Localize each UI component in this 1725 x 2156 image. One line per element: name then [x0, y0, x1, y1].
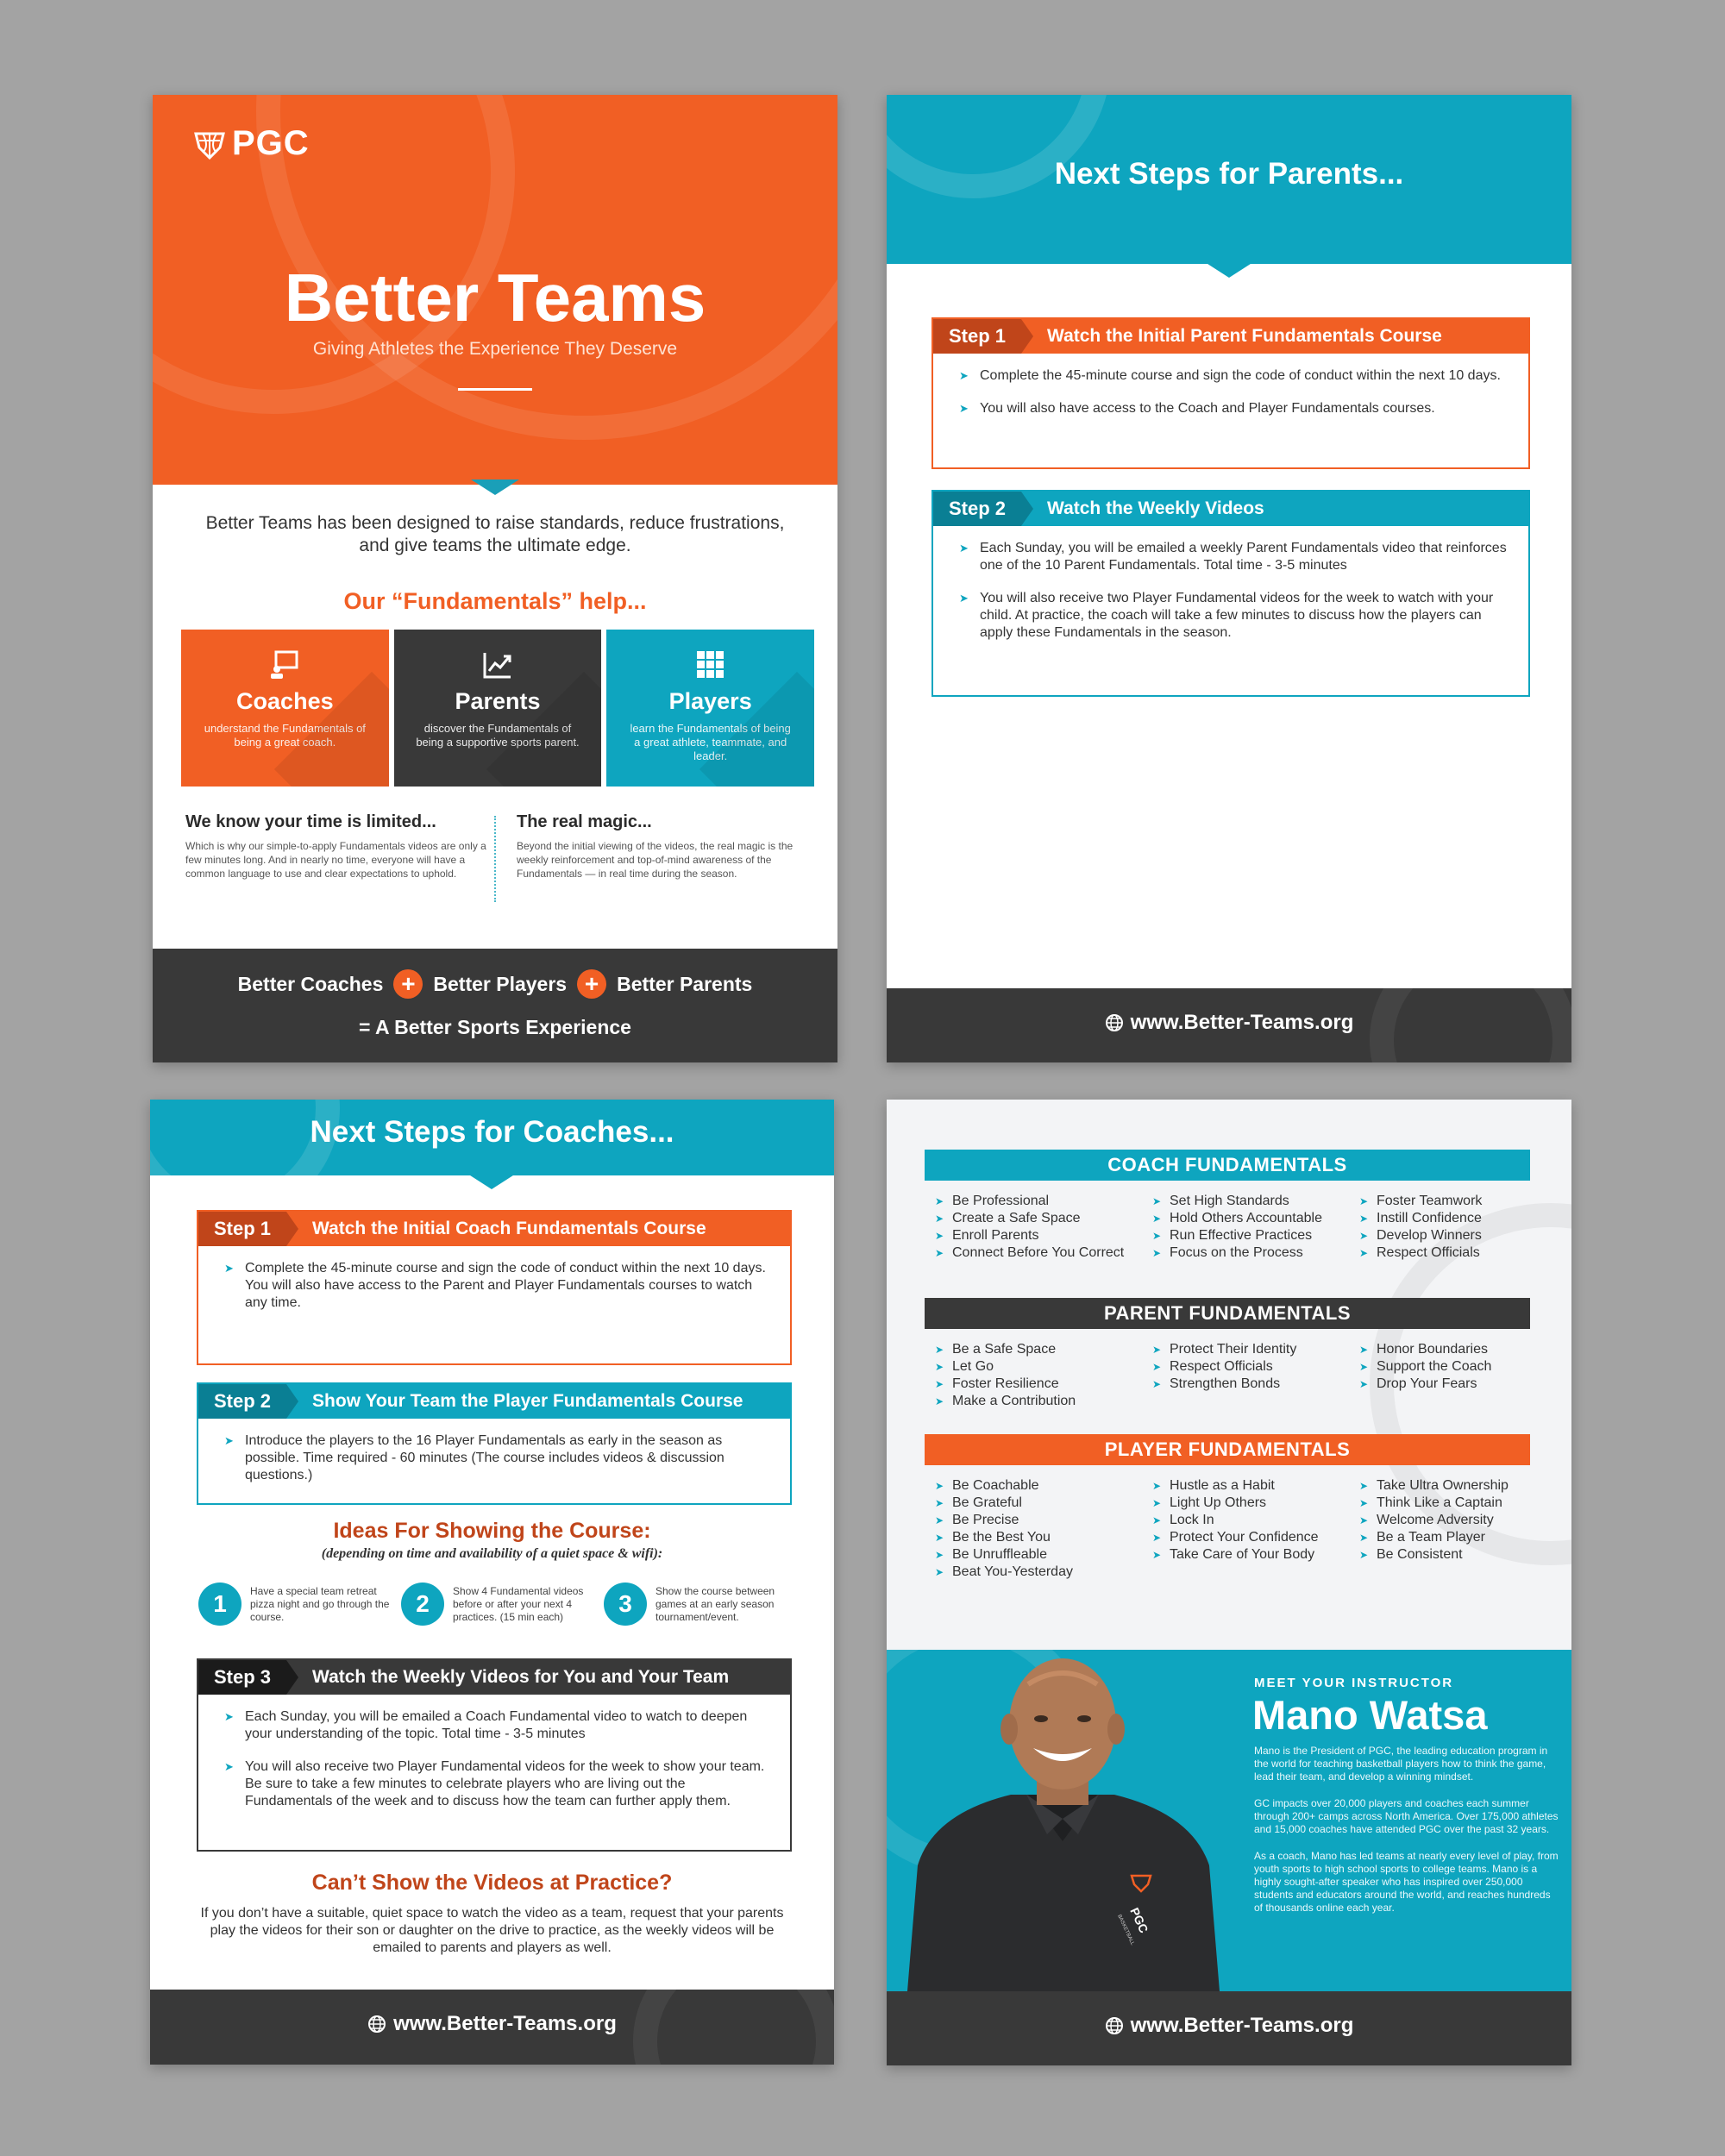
card-players	[606, 630, 814, 787]
notch-arrow	[471, 479, 519, 495]
ideas-list	[198, 1583, 802, 1626]
idea-number: 2	[401, 1583, 444, 1626]
list-item: ➤ Hold Others Accountable	[1152, 1210, 1359, 1227]
list-item: ➤ Hustle as a Habit	[1152, 1477, 1359, 1495]
step-list	[933, 354, 1528, 417]
list-item: ➤ Light Up Others	[1152, 1495, 1359, 1512]
player-fundamentals-heading: PLAYER FUNDAMENTALS	[925, 1434, 1530, 1465]
globe-icon	[367, 2015, 386, 2034]
website-url: www.Better-Teams.org	[393, 2012, 617, 2035]
parent-step-2	[932, 490, 1530, 697]
list-item: ➤ Create a Safe Space	[935, 1210, 1152, 1227]
list-item: ➤ Instill Confidence	[1359, 1210, 1549, 1227]
step-list	[198, 1695, 790, 1810]
cant-show-text: If you don’t have a suitable, quiet space to watch the video as a team, request that your parents play the videos for their son or daughter on the drive to practice, as the weekly videos will be emailed to parents and players as well.	[200, 1906, 784, 1955]
step-tag: Step 1	[198, 1212, 286, 1246]
list-item: ➤ Beat You-Yesterday	[935, 1564, 1152, 1581]
logo-text: PGC	[232, 124, 310, 162]
pgc-logo	[192, 124, 310, 163]
parent-fundamentals-list	[935, 1341, 1556, 1410]
list-item: ➤ Strengthen Bonds	[1152, 1376, 1359, 1393]
instructor-photo	[899, 1650, 1226, 1991]
step-title: Watch the Weekly Videos	[1047, 498, 1264, 518]
notch-arrow	[1205, 262, 1253, 278]
idea-item	[401, 1583, 599, 1626]
list-item: ➤ Welcome Adversity	[1359, 1512, 1549, 1529]
fundamentals-column	[1152, 1193, 1359, 1262]
list-item: ➤ Think Like a Captain	[1359, 1495, 1549, 1512]
step-list	[933, 526, 1528, 642]
plus-icon: +	[393, 969, 423, 999]
equation-term: Better Parents	[617, 972, 753, 995]
list-item: ➤ Be Grateful	[935, 1495, 1152, 1512]
header-band	[150, 1100, 834, 1175]
footer-bar	[150, 1990, 834, 2065]
step-header	[933, 319, 1528, 354]
grid-icon	[696, 650, 725, 680]
column-text: Beyond the initial viewing of the videos, the real magic is the weekly reinforcement and top-of-mind awareness of the Fundamentals — in real time during the season.	[517, 840, 794, 880]
website-url: www.Better-Teams.org	[1130, 1011, 1354, 1034]
step-list	[198, 1419, 790, 1484]
fundamentals-column	[1359, 1193, 1549, 1262]
fundamentals-column	[1359, 1341, 1549, 1410]
fundamentals-help-heading: Our “Fundamentals” help...	[343, 588, 647, 614]
brochure-cover-page	[153, 95, 837, 1062]
list-item: ➤ Let Go	[935, 1358, 1152, 1376]
chart-icon	[482, 650, 513, 680]
plus-icon: +	[577, 969, 606, 999]
card-description: discover the Fundamentals of being a supportive sports parent.	[416, 722, 580, 749]
list-item: ➤ Each Sunday, you will be emailed a Coach Fundamental video to watch to deepen your understanding of the topic. Total time - 3-5 minutes	[224, 1708, 773, 1743]
idea-text: Show the course between games at an early season tournament/event.	[656, 1584, 775, 1623]
fundamentals-column	[935, 1193, 1152, 1262]
page-subtitle: Giving Athletes the Experience They Deserve	[312, 339, 678, 359]
fundamentals-column	[1152, 1477, 1359, 1581]
cant-show-heading: Can’t Show the Videos at Practice?	[311, 1871, 673, 1895]
fundamentals-instructor-page	[887, 1100, 1571, 2065]
shirt-logo-subtext: BASKETBALL	[1116, 1914, 1135, 1946]
equation-result: = A Better Sports Experience	[359, 1016, 631, 1038]
list-item: ➤ Be a Team Player	[1359, 1529, 1549, 1546]
idea-number: 1	[198, 1583, 242, 1626]
hero-banner	[153, 95, 837, 485]
list-item: ➤ Set High Standards	[1152, 1193, 1359, 1210]
list-item: ➤ Lock In	[1152, 1512, 1359, 1529]
coach-fundamentals-list	[935, 1193, 1556, 1262]
bio-paragraph: As a coach, Mano has led teams at nearly every level of play, from youth sports to high school sports to college teams. Mano is a highly sought-after speaker who has inspired over 250,000 students and educators around the world, and reaches hundreds of thousands online each year.	[1254, 1850, 1559, 1914]
column-divider	[494, 816, 496, 902]
card-parents	[394, 630, 602, 787]
instructor-name: Mano Watsa	[1252, 1692, 1488, 1738]
card-title: Parents	[455, 688, 541, 714]
website-url: www.Better-Teams.org	[1130, 2014, 1354, 2037]
coaches-next-steps-page	[150, 1100, 834, 2065]
idea-item	[604, 1583, 802, 1626]
step-header	[933, 492, 1528, 526]
title-divider	[458, 388, 532, 391]
list-item: ➤ Honor Boundaries	[1359, 1341, 1549, 1358]
notch-arrow	[467, 1174, 516, 1189]
step-title: Watch the Initial Parent Fundamentals Course	[1047, 326, 1442, 346]
list-item: ➤ Develop Winners	[1359, 1227, 1549, 1244]
step-header	[198, 1212, 790, 1246]
equation-term: Better Players	[433, 972, 568, 995]
list-item: ➤ Be a Safe Space	[935, 1341, 1152, 1358]
instructor-bio	[1254, 1745, 1561, 1928]
basketball-icon	[192, 127, 227, 161]
step-list	[198, 1246, 790, 1312]
list-item: ➤ Take Ultra Ownership	[1359, 1477, 1549, 1495]
bio-paragraph: Mano is the President of PGC, the leading education program in the world for teaching basketball players how to think the game, lead their team, and develop a winning mindset.	[1254, 1745, 1548, 1783]
step-header	[198, 1660, 790, 1695]
footer-bar	[887, 988, 1571, 1062]
list-item: ➤ Each Sunday, you will be emailed a weekly Parent Fundamentals video that reinforces one of the 10 Parent Fundamentals. Total time - 3-5 minutes	[959, 540, 1511, 574]
ideas-heading: Ideas For Showing the Course:	[333, 1519, 651, 1543]
list-item: ➤ Complete the 45-minute course and sign the code of conduct within the next 10 days. You will also have access to the Parent and Player Fundamentals courses to watch any time.	[224, 1260, 773, 1312]
equation-row	[153, 969, 837, 999]
list-item: ➤ Enroll Parents	[935, 1227, 1152, 1244]
list-item: ➤ Respect Officials	[1359, 1244, 1549, 1262]
step-tag: Step 1	[933, 319, 1021, 354]
page-title: Next Steps for Coaches...	[310, 1115, 674, 1149]
globe-icon	[1105, 1013, 1124, 1032]
step-header	[198, 1384, 790, 1419]
card-title: Coaches	[236, 688, 334, 714]
list-item: ➤ Protect Your Confidence	[1152, 1529, 1359, 1546]
step-title: Watch the Weekly Videos for You and Your Team	[312, 1667, 730, 1687]
player-fundamentals-list	[935, 1477, 1556, 1581]
list-item: ➤ Support the Coach	[1359, 1358, 1549, 1376]
coach-step-3	[197, 1658, 792, 1852]
globe-icon	[1105, 2016, 1124, 2035]
meet-instructor-label: MEET YOUR INSTRUCTOR	[1254, 1676, 1454, 1690]
step-tag: Step 2	[198, 1384, 286, 1419]
column-heading: The real magic...	[517, 812, 652, 831]
fundamentals-column	[1152, 1341, 1359, 1410]
list-item: ➤ Make a Contribution	[935, 1393, 1152, 1410]
list-item: ➤ Be the Best You	[935, 1529, 1152, 1546]
time-limited-column	[185, 812, 500, 881]
idea-number: 3	[604, 1583, 647, 1626]
step-tag: Step 3	[198, 1660, 286, 1695]
list-item: ➤ Be Consistent	[1359, 1546, 1549, 1564]
idea-item	[198, 1583, 397, 1626]
shirt-logo-text: PGC	[1127, 1905, 1151, 1935]
list-item: ➤ Focus on the Process	[1152, 1244, 1359, 1262]
coach-fundamentals-heading: COACH FUNDAMENTALS	[925, 1150, 1530, 1181]
list-item: ➤ Drop Your Fears	[1359, 1376, 1549, 1393]
website-link[interactable]	[887, 2014, 1571, 2038]
equation-term: Better Coaches	[237, 972, 384, 995]
list-item: ➤ Be Unruffleable	[935, 1546, 1152, 1564]
page-title: Next Steps for Parents...	[1054, 157, 1404, 191]
list-item: ➤ Foster Teamwork	[1359, 1193, 1549, 1210]
coach-step-2	[197, 1382, 792, 1505]
list-item: ➤ You will also receive two Player Fundamental videos for the week to watch with your child. At practice, the coach will take a few minutes to discuss how the players can apply these Fundamentals in the season.	[959, 590, 1511, 642]
website-link[interactable]	[150, 2012, 834, 2036]
fundamentals-column	[935, 1477, 1152, 1581]
page-title: Better Teams	[284, 260, 706, 335]
idea-text: Have a special team retreat pizza night and go through the course.	[250, 1584, 390, 1623]
list-item: ➤ Complete the 45-minute course and sign the code of conduct within the next 10 days.	[959, 367, 1511, 385]
list-item: ➤ Foster Resilience	[935, 1376, 1152, 1393]
parents-next-steps-page	[887, 95, 1571, 1062]
list-item: ➤ You will also have access to the Coach and Player Fundamentals courses.	[959, 400, 1511, 417]
list-item: ➤ You will also receive two Player Fundamental videos for the week to show your team. Be sure to take a few minutes to celebrate players who are living out the Fundamentals of the week and to discuss how the team can further apply them.	[224, 1758, 773, 1810]
list-item: ➤ Take Care of Your Body	[1152, 1546, 1359, 1564]
card-description: learn the Fundamentals of being a great athlete, teammate, and leader.	[630, 722, 791, 762]
bio-paragraph: GC impacts over 20,000 players and coaches each summer through 200+ camps across North America. Over 175,000 athletes and 15,000 coaches have attended PGC over the past 32 years.	[1254, 1797, 1559, 1835]
ideas-subheading: (depending on time and availability of a quiet space & wifi):	[321, 1546, 663, 1561]
list-item: ➤ Be Precise	[935, 1512, 1152, 1529]
footer-bar	[887, 1991, 1571, 2065]
list-item: ➤ Connect Before You Correct	[935, 1244, 1152, 1262]
audience-cards	[181, 630, 814, 787]
idea-text: Show 4 Fundamental videos before or after your next 4 practices. (15 min each)	[453, 1584, 584, 1623]
list-item: ➤ Run Effective Practices	[1152, 1227, 1359, 1244]
step-title: Show Your Team the Player Fundamentals Course	[312, 1391, 743, 1411]
card-description: understand the Fundamentals of being a great coach.	[204, 722, 366, 749]
card-coaches	[181, 630, 389, 787]
instructor-panel	[887, 1650, 1571, 1991]
list-item: ➤ Be Professional	[935, 1193, 1152, 1210]
intro-text: Better Teams has been designed to raise standards, reduce frustrations, and give teams the ultimate edge.	[205, 513, 785, 555]
list-item: ➤ Respect Officials	[1152, 1358, 1359, 1376]
parent-step-1	[932, 317, 1530, 469]
list-item: ➤ Introduce the players to the 16 Player Fundamentals as early in the season as possible. Time required - 60 minutes (The course includes videos & discussion questions.)	[224, 1432, 773, 1484]
presentation-icon	[269, 650, 300, 680]
column-text: Which is why our simple-to-apply Fundamentals videos are only a few minutes long. And in nearly no time, everyone will have a common language to use and clear expectations to uphold.	[185, 840, 486, 880]
coach-step-1	[197, 1210, 792, 1365]
fundamentals-column	[935, 1341, 1152, 1410]
equation-banner	[153, 949, 837, 1062]
step-title: Watch the Initial Coach Fundamentals Course	[312, 1219, 706, 1238]
card-title: Players	[668, 688, 752, 714]
header-band	[887, 95, 1571, 264]
list-item: ➤ Be Coachable	[935, 1477, 1152, 1495]
column-heading: We know your time is limited...	[185, 812, 436, 831]
real-magic-column	[517, 812, 810, 881]
list-item: ➤ Protect Their Identity	[1152, 1341, 1359, 1358]
step-tag: Step 2	[933, 492, 1021, 526]
parent-fundamentals-heading: PARENT FUNDAMENTALS	[925, 1298, 1530, 1329]
website-link[interactable]	[887, 1011, 1571, 1035]
fundamentals-column	[1359, 1477, 1549, 1581]
